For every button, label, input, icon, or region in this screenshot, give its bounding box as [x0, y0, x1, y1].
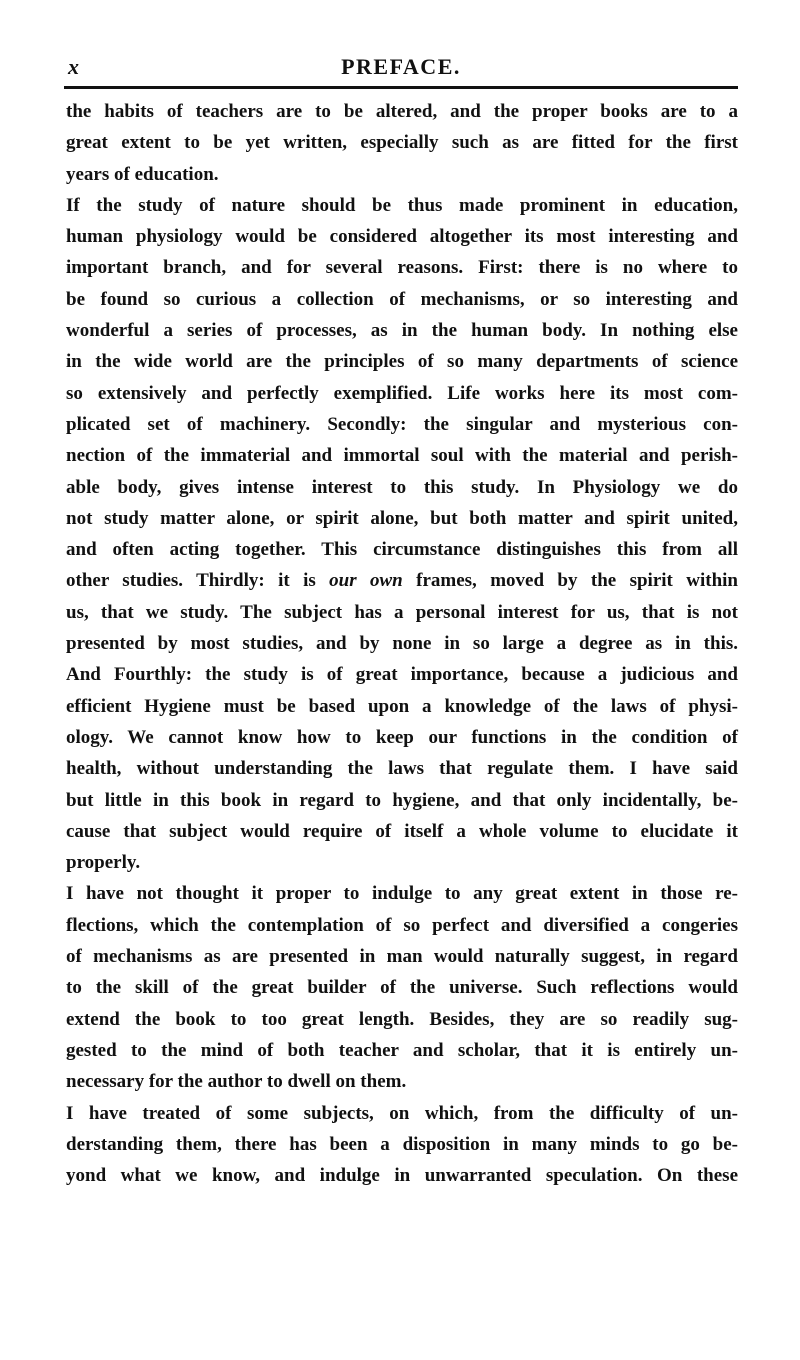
text-line: wonderful a series of processes, as in the human body. In nothing else	[66, 320, 738, 342]
text-line: plicated set of machinery. Secondly: the singular and mysterious con-	[66, 413, 738, 435]
text-line: important branch, and for several reasons. First: there is no where to	[66, 257, 738, 279]
text-line: nection of the immaterial and immortal soul with the material and perish-	[66, 445, 738, 467]
page-number: x	[68, 54, 79, 79]
text-line: the habits of teachers are to be altered, and the proper books are to a	[66, 101, 738, 122]
text-line: If the study of nature should be thus made prominent in education,	[66, 194, 738, 216]
text-line: yond what we know, and indulge in unwarranted speculation. On these	[66, 1165, 738, 1187]
text-line: I have treated of some subjects, on which, from the difficulty of un-	[66, 1102, 738, 1124]
text-line: so extensively and perfectly exemplified. Life works here its most com-	[66, 382, 738, 404]
text-line: extend the book to too great length. Besides, they are so readily sug-	[66, 1008, 738, 1030]
text-line: us, that we study. The subject has a personal interest for us, that is not	[66, 601, 738, 623]
italic-phrase: our own	[329, 570, 403, 592]
page-title: PREFACE.	[341, 54, 461, 79]
text-line: of mechanisms as are presented in man would naturally suggest, in regard	[66, 946, 738, 968]
text-line: gested to the mind of both teacher and scholar, that it is entirely un-	[66, 1039, 738, 1061]
text-line: be found so curious a collection of mechanisms, or so interesting and	[66, 288, 738, 310]
text-line: necessary for the author to dwell on them.	[66, 1071, 407, 1093]
text-line: And Fourthly: the study is of great importance, because a judicious and	[66, 664, 738, 686]
text-line: in the wide world are the principles of so many departments of science	[66, 351, 738, 373]
text-line: efficient Hygiene must be based upon a knowledge of the laws of physi-	[66, 695, 738, 717]
text-line: flections, which the contemplation of so perfect and diversified a congeries	[66, 914, 738, 936]
text-line: properly.	[66, 852, 141, 874]
body-text	[66, 96, 738, 1191]
text-line: to the skill of the great builder of the universe. Such reflections would	[66, 977, 738, 999]
text-line: but little in this book in regard to hygiene, and that only incidentally, be-	[66, 789, 738, 811]
running-head	[64, 52, 738, 82]
text-line: and often acting together. This circumstance distinguishes this from all	[66, 539, 738, 561]
text-line: not study matter alone, or spirit alone, but both matter and spirit united,	[66, 507, 738, 529]
text-line: human physiology would be considered altogether its most interesting and	[66, 226, 738, 248]
text-line: I have not thought it proper to indulge to any great extent in those re-	[66, 883, 738, 905]
text-line: able body, gives intense interest to this study. In Physiology we do	[66, 476, 738, 498]
text-line: years of education.	[66, 163, 219, 185]
text-line: other studies. Thirdly: it is our own frames, moved by the spirit within	[66, 570, 738, 592]
text-line: cause that subject would require of itself a whole volume to elucidate it	[66, 820, 738, 842]
text-line: derstanding them, there has been a disposition in many minds to go be-	[66, 1133, 738, 1155]
header-rule	[64, 86, 738, 89]
text-line: health, without understanding the laws that regulate them. I have said	[66, 758, 738, 780]
text-line: ology. We cannot know how to keep our functions in the condition of	[66, 726, 738, 748]
text-line: presented by most studies, and by none in so large a degree as in this.	[66, 633, 738, 655]
text-line: great extent to be yet written, especially such as are fitted for the first	[66, 132, 738, 154]
